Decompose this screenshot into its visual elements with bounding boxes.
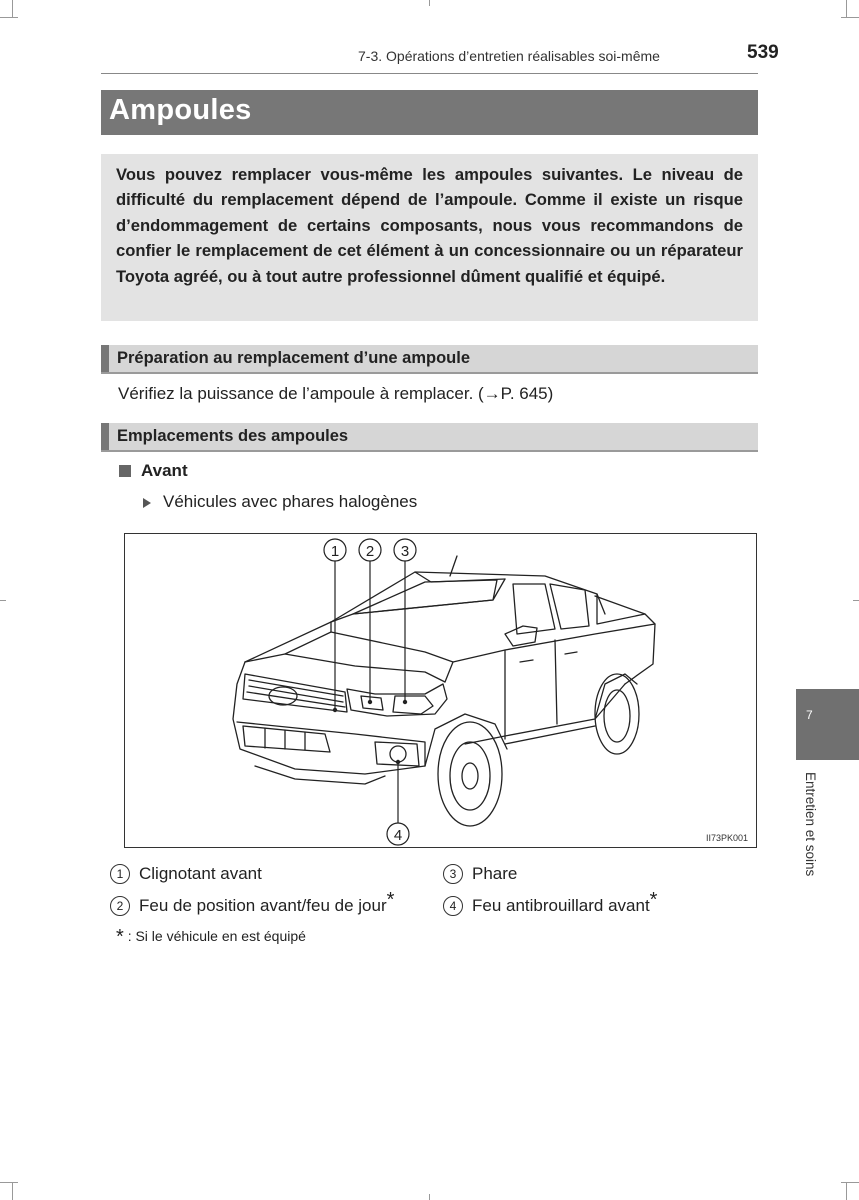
crop-mark <box>841 1182 859 1183</box>
intro-box <box>101 154 758 321</box>
legend-item-2 <box>110 889 395 916</box>
title-bar <box>101 90 758 135</box>
pickup-truck-illustration <box>125 534 756 847</box>
legend-text: Clignotant avant <box>139 864 262 883</box>
svg-text:3: 3 <box>400 543 410 560</box>
chapter-label <box>803 772 823 896</box>
crop-mark <box>0 1182 18 1183</box>
svg-text:1: 1 <box>330 543 340 560</box>
legend-item-3 <box>443 864 517 884</box>
section-heading-preparation <box>101 345 758 374</box>
page-number: 539 <box>747 42 779 63</box>
crop-mark <box>841 17 859 18</box>
header-rule <box>101 73 758 74</box>
footnote-asterisk: * <box>116 926 124 948</box>
running-header-title: 7-3. Opérations d’entretien réalisables soi-même <box>358 48 660 64</box>
legend-text: Phare <box>472 864 518 883</box>
crop-mark <box>0 17 18 18</box>
crop-mark <box>429 1194 430 1200</box>
right-triangle-icon <box>142 497 152 509</box>
svg-text:4: 4 <box>393 827 403 844</box>
page-title: Ampoules <box>109 94 252 126</box>
crop-mark <box>12 1182 13 1200</box>
legend-item-1 <box>110 864 262 884</box>
crop-mark <box>846 1182 847 1200</box>
heading-stripe <box>101 345 109 372</box>
sub-heading-avant: Avant <box>141 461 188 480</box>
callout-4 <box>387 823 409 845</box>
chapter-number: 7 <box>806 708 813 722</box>
heading-stripe <box>101 423 109 450</box>
crop-mark <box>846 0 847 18</box>
legend-number: 1 <box>110 864 130 884</box>
section-heading-text: Emplacements des ampoules <box>117 427 349 445</box>
callout-3 <box>394 539 416 561</box>
figure-code: II73PK001 <box>705 833 748 843</box>
crop-mark <box>12 0 13 18</box>
intro-text: Vous pouvez remplacer vous-même les ampoules suivantes. Le niveau de difficulté du remplacement dépend de l’ampoule. Comme il existe un risque d’endommagement de certains composants, nous vous recommandons de confier le remplacement de cet élément à un concessionnaire ou un réparateur Toyota agréé, ou à tout autre professionnel dûment qualifié et équipé. <box>116 165 743 286</box>
section-heading-locations <box>101 423 758 452</box>
callout-1 <box>324 539 346 561</box>
legend-text: Feu de position avant/feu de jour <box>139 896 387 915</box>
crop-mark <box>429 0 430 6</box>
preparation-text: Vérifiez la puissance de l’ampoule à remplacer. (→P. 645) <box>118 384 554 403</box>
sub-item-halogen: Véhicules avec phares halogènes <box>163 492 418 511</box>
legend-item-4 <box>443 889 658 916</box>
chapter-label-text: Entretien et soins <box>803 772 818 877</box>
black-square-icon <box>119 465 131 477</box>
legend-number: 2 <box>110 896 130 916</box>
asterisk-mark: * <box>386 889 395 911</box>
footnote-text: : Si le véhicule en est équipé <box>127 928 306 944</box>
legend-number: 4 <box>443 896 463 916</box>
crop-mark <box>0 600 6 601</box>
legend-number: 3 <box>443 864 463 884</box>
legend-text: Feu antibrouillard avant <box>472 896 650 915</box>
crop-mark <box>853 600 859 601</box>
chapter-tab <box>796 689 859 760</box>
asterisk-mark: * <box>649 889 658 911</box>
footnote <box>116 926 306 949</box>
vehicle-figure <box>124 533 757 848</box>
svg-text:2: 2 <box>365 543 375 560</box>
callout-2 <box>359 539 381 561</box>
section-heading-text: Préparation au remplacement d’une ampoule <box>117 349 471 367</box>
